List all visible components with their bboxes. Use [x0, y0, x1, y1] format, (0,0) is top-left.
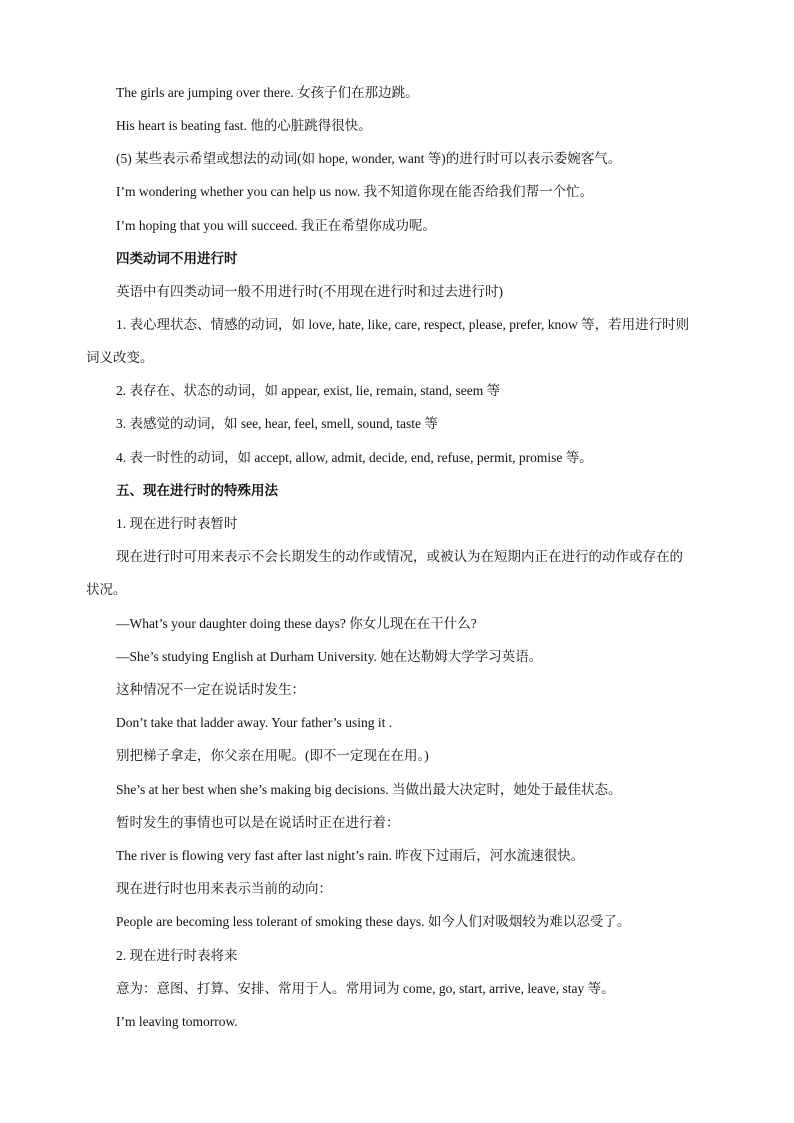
text-line: 4. 表一时性的动词，如 accept, allow, admit, decide, end, refuse, permit, promise 等。	[116, 450, 593, 465]
text-line: 意为：意图、打算、安排、常用于人。常用词为 come, go, start, arrive, leave, stay 等。	[116, 981, 615, 996]
text-line: Don’t take that ladder away. Your father’s using it .	[116, 715, 393, 730]
text-line: I’m hoping that you will succeed. 我正在希望你成功呢。	[116, 218, 436, 233]
text-line: The girls are jumping over there. 女孩子们在那边跳。	[116, 85, 419, 100]
text-line: 暂时发生的事情也可以是在说话时正在进行着：	[116, 815, 400, 830]
text-line: —What’s your daughter doing these days? 你女儿现在在干什么?	[116, 616, 477, 631]
text-line: His heart is beating fast. 他的心脏跳得很快。	[116, 118, 372, 133]
text-line: 1. 表心理状态、情感的动词，如 love, hate, like, care, respect, please, prefer, know 等，若用进行时则	[116, 317, 690, 332]
text-line: 这种情况不一定在说话时发生：	[116, 682, 305, 697]
text-line: 2. 现在进行时表将来	[116, 948, 238, 963]
text-line: 词义改变。	[86, 350, 154, 365]
text-line: 现在进行时可用来表示不会长期发生的动作或情况，或被认为在短期内正在进行的动作或存在的	[116, 549, 683, 564]
text-line: She’s at her best when she’s making big decisions. 当做出最大决定时，她处于最佳状态。	[116, 782, 622, 797]
section-heading: 五、现在进行时的特殊用法	[116, 483, 278, 498]
text-line: I’m leaving tomorrow.	[116, 1014, 238, 1029]
text-line: People are becoming less tolerant of smoking these days. 如今人们对吸烟较为难以忍受了。	[116, 914, 631, 929]
text-line: 现在进行时也用来表示当前的动向：	[116, 881, 332, 896]
text-line: 2. 表存在、状态的动词，如 appear, exist, lie, remain, stand, seem 等	[116, 383, 501, 398]
text-line: 英语中有四类动词一般不用进行时(不用现在进行时和过去进行时)	[116, 284, 503, 299]
section-heading: 四类动词不用进行时	[116, 251, 238, 266]
text-line: 1. 现在进行时表暂时	[116, 516, 238, 531]
text-line: I’m wondering whether you can help us now. 我不知道你现在能否给我们帮一个忙。	[116, 184, 594, 199]
text-line: —She’s studying English at Durham University. 她在达勒姆大学学习英语。	[116, 649, 543, 664]
text-line: 3. 表感觉的动词，如 see, hear, feel, smell, sound, taste 等	[116, 416, 438, 431]
text-line: The river is flowing very fast after last night’s rain. 昨夜下过雨后，河水流速很快。	[116, 848, 585, 863]
text-line: 状况。	[86, 582, 127, 597]
text-line: (5) 某些表示希望或想法的动词(如 hope, wonder, want 等)的进行时可以表示委婉客气。	[116, 151, 622, 166]
text-line: 别把梯子拿走，你父亲在用呢。(即不一定现在在用。)	[116, 748, 429, 763]
